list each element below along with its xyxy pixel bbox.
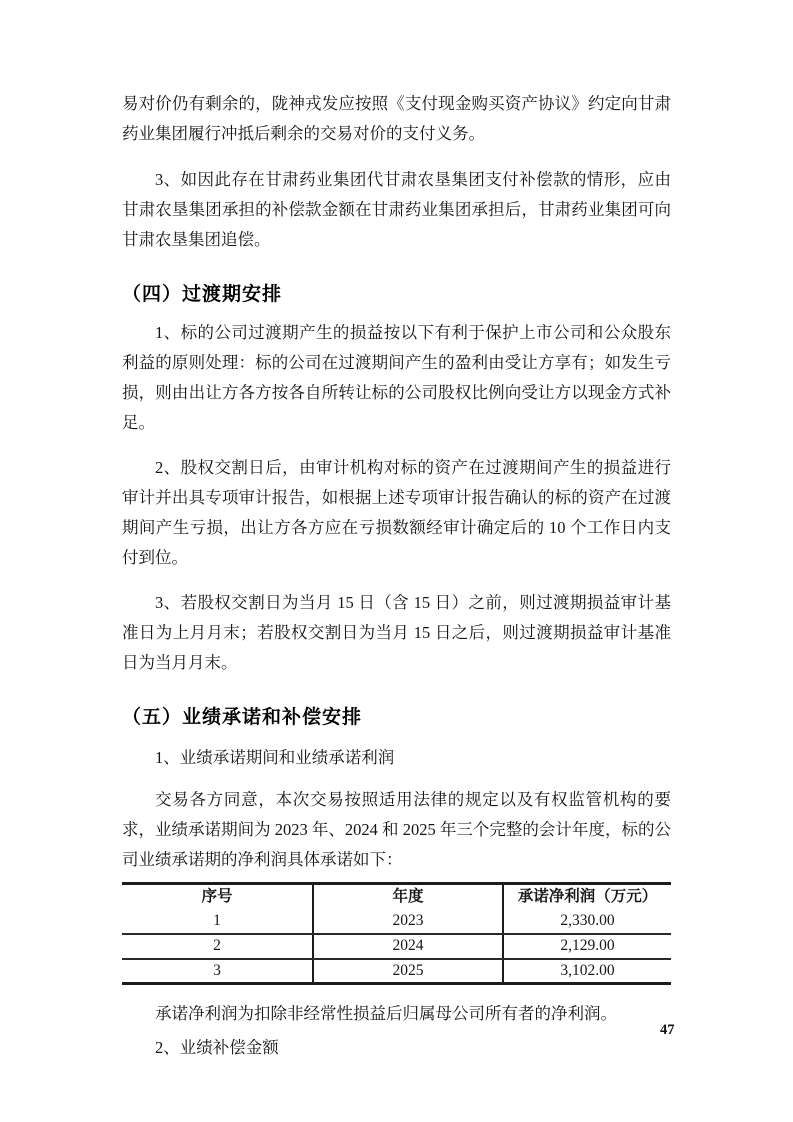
document-content <box>122 89 671 1063</box>
paragraph-s5-intro: 交易各方同意，本次交易按照适用法律的规定以及有权监管机构的要求，业绩承诺期间为 2023 年、2024 和 2025 年三个完整的会计年度，标的公司业绩承诺期的净利润具体承诺如下： <box>122 790 671 869</box>
paragraph-s4-item1: 1、标的公司过渡期产生的损益按以下有利于保护上市公司和公众股东利益的原则处理：标的公司在过渡期间产生的盈利由受让方享有；如发生亏损，则由出让方各方按各自所转让标的公司股权比例向受让方以现金方式补足。 <box>122 323 671 432</box>
paragraph-s5-note: 承诺净利润为扣除非经常性损益后归属母公司所有者的净利润。 <box>155 1004 617 1023</box>
paragraph-s4-item3: 3、若股权交割日为当月 15 日（含 15 日）之前，则过渡期损益审计基准日为上月月末；若股权交割日为当月 15 日之后，则过渡期损益审计基准日为当月月末。 <box>122 593 671 672</box>
section-heading-4: （四）过渡期安排 <box>122 284 283 305</box>
table-cell-seq: 3 <box>122 959 313 984</box>
table-cell-seq: 2 <box>122 934 313 959</box>
table-header-profit: 承诺净利润（万元） <box>517 887 658 905</box>
paragraph-continuation: 易对价仍有剩余的，陇神戎发应按照《支付现金购买资产协议》约定向甘肃药业集团履行冲抵后剩余的交易对价的支付义务。 <box>122 94 671 143</box>
table-cell-profit: 2,129.00 <box>503 934 671 959</box>
table-cell-seq: 1 <box>122 909 313 934</box>
table-row <box>122 959 671 984</box>
table-header-seq: 序号 <box>122 884 313 909</box>
page-number: 47 <box>660 1022 675 1038</box>
table-cell-year: 2024 <box>313 934 503 959</box>
profit-commitment-table <box>122 882 671 985</box>
table-row <box>122 934 671 959</box>
paragraph-s5-subtitle1: 1、业绩承诺期间和业绩承诺利润 <box>155 748 395 767</box>
table-header-row <box>122 884 671 909</box>
table-cell-year: 2023 <box>313 909 503 934</box>
table-cell-profit: 2,330.00 <box>503 909 671 934</box>
table-row <box>122 909 671 934</box>
table-header-year: 年度 <box>313 884 503 909</box>
paragraph-s4-item2: 2、股权交割日后，由审计机构对标的资产在过渡期间产生的损益进行审计并出具专项审计报告，如根据上述专项审计报告确认的标的资产在过渡期间产生亏损，出让方各方应在亏损数额经审计确定后的 10 个工作日内支付到位。 <box>122 458 671 567</box>
table-cell-year: 2025 <box>313 959 503 984</box>
table-cell-profit: 3,102.00 <box>560 961 615 979</box>
paragraph-s5-subtitle2: 2、业绩补偿金额 <box>155 1038 279 1057</box>
paragraph-item3-recourse: 3、如因此存在甘肃药业集团代甘肃农垦集团支付补偿款的情形，应由甘肃农垦集团承担的补偿款金额在甘肃药业集团承担后，甘肃药业集团可向甘肃农垦集团追偿。 <box>122 170 671 249</box>
section-heading-5: （五）业绩承诺和补偿安排 <box>122 707 363 728</box>
